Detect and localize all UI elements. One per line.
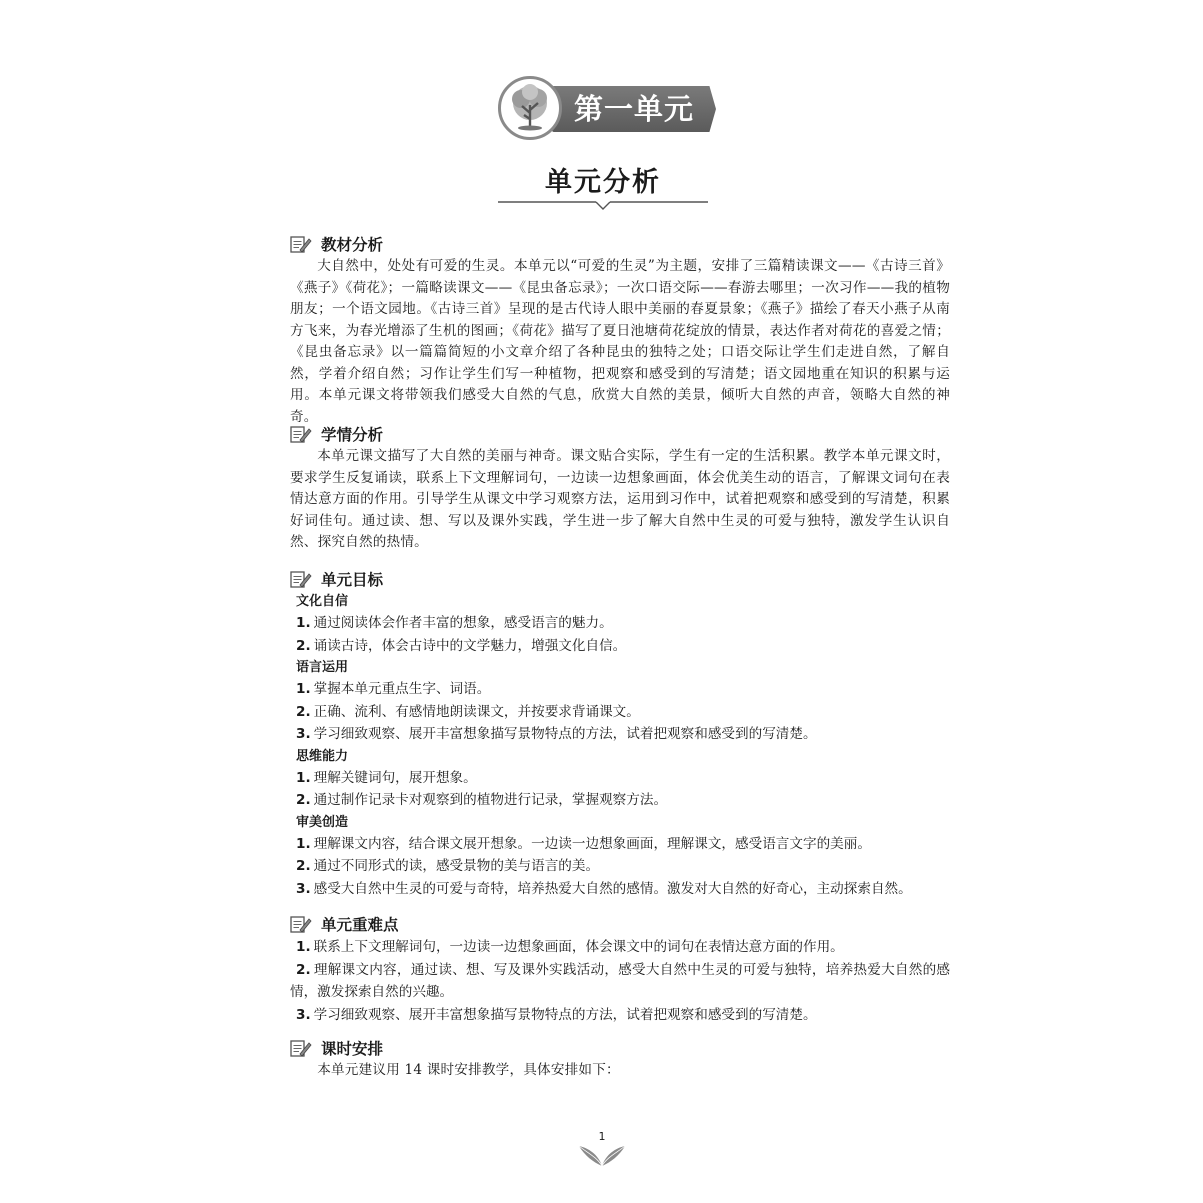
section-paragraph: 本单元课文描写了大自然的美丽与神奇。课文贴合实际，学生有一定的生活积累。教学本单元课文时，要求学生反复诵读，联系上下文理解词句，一边读一边想象画面，体会优美生动的语言，了解课文词句在表情达意方面的作用。引导学生从课文中学习观察方法，运用到习作中，试着把观察和感受到的写清楚，积累好词佳句。通过读、想、写以及课外实践，学生进一步了解大自然中生灵的可爱与独特，激发学生认识自然、探究自然的热情。	[290, 448, 950, 550]
notepad-pencil-icon	[290, 914, 312, 934]
goal-category: 审美创造	[296, 814, 349, 830]
section-title: 单元重难点	[321, 916, 399, 934]
page-title: 单元分析	[545, 167, 661, 198]
unit-title: 第一单元	[574, 92, 695, 126]
page-footer	[576, 1130, 628, 1170]
list-item: 1. 理解关键词句，展开想象。	[296, 769, 477, 786]
section-paragraph: 大自然中，处处有可爱的生灵。本单元以“可爱的生灵”为主题，安排了三篇精读课文——《古诗三首》《燕子》《荷花》；一篇略读课文——《昆虫备忘录》；一次口语交际——春游去哪里；一次习作——我的植物朋友；一个语文园地。《古诗三首》呈现的是古代诗人眼中美丽的春夏景象；《燕子》描绘了春天小燕子从南方飞来，为春光增添了生机的图画；《荷花》描写了夏日池塘荷花绽放的情景，表达作者对荷花的喜爱之情；《昆虫备忘录》以一篇篇简短的小文章介绍了各种昆虫的独特之处；口语交际让学生们走进自然，了解自然，学着介绍自然；习作让学生们写一种植物，把观察和感受到的写清楚；语文园地重在知识的积累与运用。本单元课文将带领我们感受大自然的气息，欣赏大自然的美景，倾听大自然的声音，领略大自然的神奇。	[290, 258, 950, 425]
section-title: 学情分析	[321, 426, 384, 444]
notepad-pencil-icon	[290, 424, 312, 444]
list-item: 2. 理解课文内容，通过读、想、写及课外实践活动，感受大自然中生灵的可爱与独特，培养热爱大自然的感情，激发探索自然的兴趣。	[290, 961, 950, 1000]
section-heading	[290, 1036, 950, 1060]
section-heading	[290, 422, 950, 446]
section-title: 单元目标	[321, 571, 384, 589]
section-textbook-analysis	[290, 232, 950, 428]
heading-underline	[498, 200, 708, 214]
goal-category: 文化自信	[296, 594, 349, 609]
list-item: 1. 通过阅读体会作者丰富的想象，感受语言的魅力。	[296, 615, 613, 631]
section-unit-goals	[290, 567, 950, 900]
section-heading	[290, 232, 950, 256]
list-item: 1. 理解课文内容，结合课文展开想象。一边读一边想象画面，理解课文，感受语言文字的美丽。	[296, 835, 871, 852]
list-item: 3. 学习细致观察、展开丰富想象描写景物特点的方法，试着把观察和感受到的写清楚。	[296, 1006, 817, 1023]
list-item: 2. 通过制作记录卡对观察到的植物进行记录，掌握观察方法。	[296, 792, 668, 808]
notepad-pencil-icon	[290, 569, 312, 589]
section-key-difficulties	[290, 912, 950, 1026]
leaf-ornament-icon	[576, 1130, 628, 1170]
tree-icon	[498, 76, 562, 140]
section-lesson-schedule	[290, 1036, 950, 1082]
list-item: 1. 联系上下文理解词句，一边读一边想象画面，体会课文中的词句在表情达意方面的作用。	[296, 939, 844, 955]
unit-banner	[498, 76, 716, 138]
section-title: 教材分析	[321, 236, 384, 254]
goal-category: 思维能力	[296, 748, 349, 764]
list-item: 1. 掌握本单元重点生字、词语。	[296, 681, 491, 697]
notepad-pencil-icon	[290, 234, 312, 254]
list-item: 2. 诵读古诗，体会古诗中的文学魅力，增强文化自信。	[296, 637, 627, 654]
section-heading	[290, 912, 950, 936]
page-number: 1	[598, 1130, 606, 1143]
list-item: 2. 通过不同形式的读，感受景物的美与语言的美。	[296, 858, 600, 874]
goal-category: 语言运用	[296, 660, 349, 675]
list-item: 2. 正确、流利、有感情地朗读课文，并按要求背诵课文。	[296, 703, 640, 720]
section-paragraph: 本单元建议用 14 课时安排教学，具体安排如下：	[317, 1062, 620, 1078]
list-item: 3. 学习细致观察、展开丰富想象描写景物特点的方法，试着把观察和感受到的写清楚。	[296, 726, 817, 742]
section-student-analysis	[290, 422, 950, 554]
list-item: 3. 感受大自然中生灵的可爱与奇特，培养热爱大自然的感情。激发对大自然的好奇心，主动探索自然。	[296, 880, 912, 897]
section-title: 课时安排	[321, 1040, 384, 1058]
notepad-pencil-icon	[290, 1038, 312, 1058]
section-heading	[290, 567, 950, 591]
